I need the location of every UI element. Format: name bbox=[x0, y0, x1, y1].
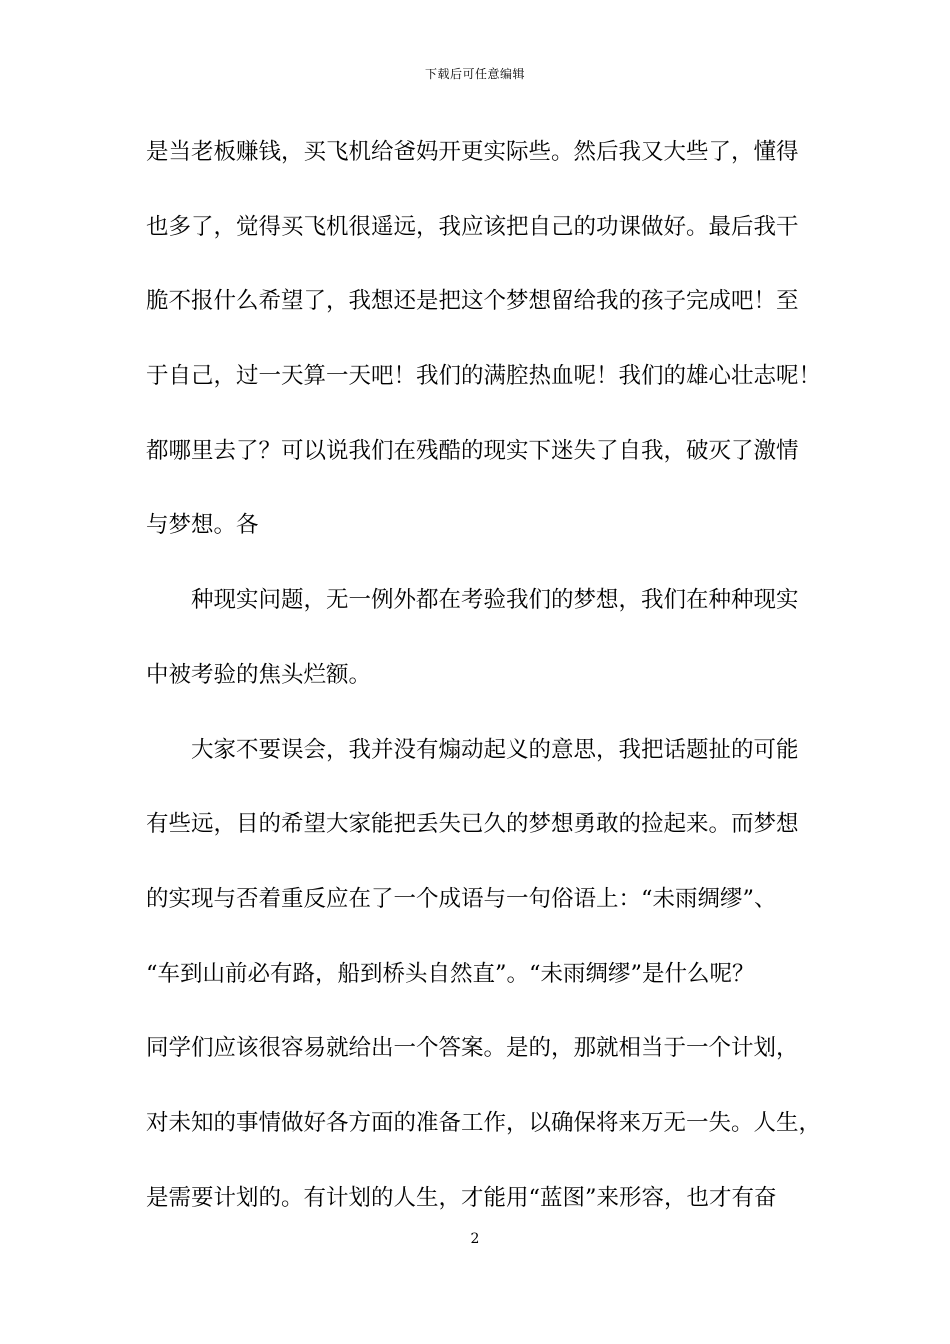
page-header: 下载后可任意编辑 bbox=[424, 67, 525, 81]
paragraph-start-line: 种现实问题，无一例外都在考验我们的梦想，我们在种种现实 bbox=[191, 587, 799, 614]
text-line: 都哪里去了？可以说我们在残酷的现实下迷失了自我，破灭了激情 bbox=[146, 437, 799, 464]
text-line: 脆不报什么希望了，我想还是把这个梦想留给我的孩子完成吧！至 bbox=[146, 288, 799, 315]
text-line: 也多了，觉得买飞机很遥远，我应该把自己的功课做好。最后我干 bbox=[146, 213, 799, 240]
text-line: 于自己，过一天算一天吧！我们的满腔热血呢！我们的雄心壮志呢！ bbox=[146, 363, 822, 390]
document-body bbox=[146, 124, 820, 1244]
text-line: 是需要计划的。有计划的人生，才能用“蓝图”来形容，也才有奋 bbox=[146, 1184, 777, 1211]
text-line: 对未知的事情做好各方面的准备工作，以确保将来万无一失。人生， bbox=[146, 1109, 822, 1136]
text-line: 中被考验的焦头烂额。 bbox=[146, 661, 372, 688]
text-line: “车到山前必有路，船到桥头自然直”。“未雨绸缪”是什么呢？ bbox=[146, 960, 755, 987]
text-line: 的实现与否着重反应在了一个成语与一句俗语上：“未雨绸缪”、 bbox=[146, 885, 777, 912]
text-line: 是当老板赚钱，买飞机给爸妈开更实际些。然后我又大些了，懂得 bbox=[146, 139, 799, 165]
paragraph-start-line: 大家不要误会，我并没有煽动起义的意思，我把话题扯的可能 bbox=[191, 736, 799, 763]
text-line: 有些远，目的希望大家能把丢失已久的梦想勇敢的捡起来。而梦想 bbox=[146, 811, 799, 838]
text-line: 与梦想。各 bbox=[146, 512, 259, 539]
page-number: 2 bbox=[470, 1231, 480, 1247]
text-line: 同学们应该很容易就给出一个答案。是的，那就相当于一个计划， bbox=[146, 1035, 799, 1062]
